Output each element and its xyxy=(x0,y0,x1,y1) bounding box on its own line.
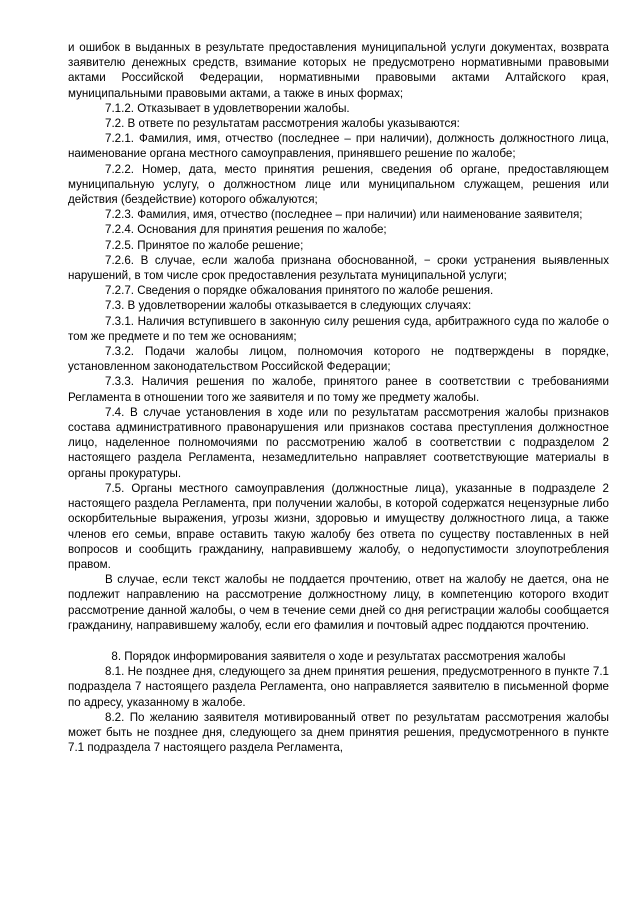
paragraph-continuation: и ошибок в выданных в результате предоставления муниципальной услуги документах, возврата заявителю денежных средств, взимание которых не предусмотрено нормативными правовыми актами Российской Федерации, нормативными правовыми актами Алтайского края, муниципальными правовыми актами, а также в иных формах; xyxy=(68,41,609,100)
paragraph-7-2-2: 7.2.2. Номер, дата, место принятия решения, сведения об органе, предоставляющем муниципальную услугу, о должностном лице или муниципальном служащем, решения или действия (бездействие) которого обжалуются; xyxy=(68,162,609,207)
paragraph-7-5-unreadable: В случае, если текст жалобы не поддается прочтению, ответ на жалобу не дается, она не подлежит направлению на рассмотрение должностному лицу, в компетенцию которого входит рассмотрение данной жалобы, о чем в течение семи дней со дня регистрации жалобы сообщается гражданину, направившему жалобу, если его фамилия и почтовый адрес поддаются прочтению. xyxy=(68,573,609,632)
paragraph-8-2: 8.2. По желанию заявителя мотивированный ответ по результатам рассмотрения жалобы может быть не позднее дня, следующего за днем принятия решения, предусмотренного в пункте 7.1 подраздела 7 настоящего раздела Регламента, xyxy=(68,710,609,755)
paragraph-7-3-2: 7.3.2. Подачи жалобы лицом, полномочия которого не подтверждены в порядке, установленном законодательством Российской Федерации; xyxy=(68,345,609,374)
document-page xyxy=(68,40,609,755)
paragraph-7-3: 7.3. В удовлетворении жалобы отказывается в следующих случаях: xyxy=(105,299,472,313)
paragraph-7-3-3: 7.3.3. Наличия решения по жалобе, принятого ранее в соответствии с требованиями Регламента в отношении того же заявителя и по тому же предмету жалобы. xyxy=(68,375,609,404)
paragraph-7-2-4: 7.2.4. Основания для принятия решения по жалобе; xyxy=(105,223,387,237)
paragraph-7-2-3: 7.2.3. Фамилия, имя, отчество (последнее – при наличии) или наименование заявителя; xyxy=(105,208,583,222)
paragraph-7-5: 7.5. Органы местного самоуправления (должностные лица), указанные в подразделе 2 настоящего раздела Регламента, при получении жалобы, в которой содержатся нецензурные либо оскорбительные выражения, угрозы жизни, здоровью и имуществу должностного лица, а также членов его семьи, вправе оставить такую жалобу без ответа по существу поставленных в ней вопросов и сообщить гражданину, направившему жалобу, о недопустимости злоупотребления правом. xyxy=(68,481,609,571)
paragraph-7-2-5: 7.2.5. Принятое по жалобе решение; xyxy=(105,238,304,252)
paragraph-7-2-1: 7.2.1. Фамилия, имя, отчество (последнее – при наличии), должность должностного лица, наименование органа местного самоуправления, принявшего решение по жалобе; xyxy=(68,132,609,161)
paragraph-7-1-2: 7.1.2. Отказывает в удовлетворении жалобы. xyxy=(105,101,350,115)
paragraph-7-2-7: 7.2.7. Сведения о порядке обжалования принятого по жалобе решения. xyxy=(105,284,494,298)
section-8-heading: 8. Порядок информирования заявителя о ходе и результатах рассмотрения жалобы xyxy=(111,649,566,663)
paragraph-8-1: 8.1. Не позднее дня, следующего за днем принятия решения, предусмотренного в пункте 7.1 подраздела 7 настоящего раздела Регламента, оно направляется заявителю в письменной форме по адресу, указанному в жалобе. xyxy=(68,665,609,709)
paragraph-7-3-1: 7.3.1. Наличия вступившего в законную силу решения суда, арбитражного суда по жалобе о том же предмете и по тем же основаниям; xyxy=(68,314,609,343)
paragraph-7-2: 7.2. В ответе по результатам рассмотрения жалобы указываются: xyxy=(105,117,460,131)
paragraph-7-4: 7.4. В случае установления в ходе или по результатам рассмотрения жалобы признаков состава административного правонарушения или признаков состава преступления должностное лицо, наделенное полномочиями по рассмотрению жалоб в соответствии с подразделом 2 настоящего раздела Регламента, незамедлительно направляет соответствующие материалы в органы прокуратуры. xyxy=(68,405,609,480)
paragraph-7-2-6: 7.2.6. В случае, если жалоба признана обоснованной, − сроки устранения выявленных нарушений, в том числе срок предоставления результата муниципальной услуги; xyxy=(68,253,609,283)
